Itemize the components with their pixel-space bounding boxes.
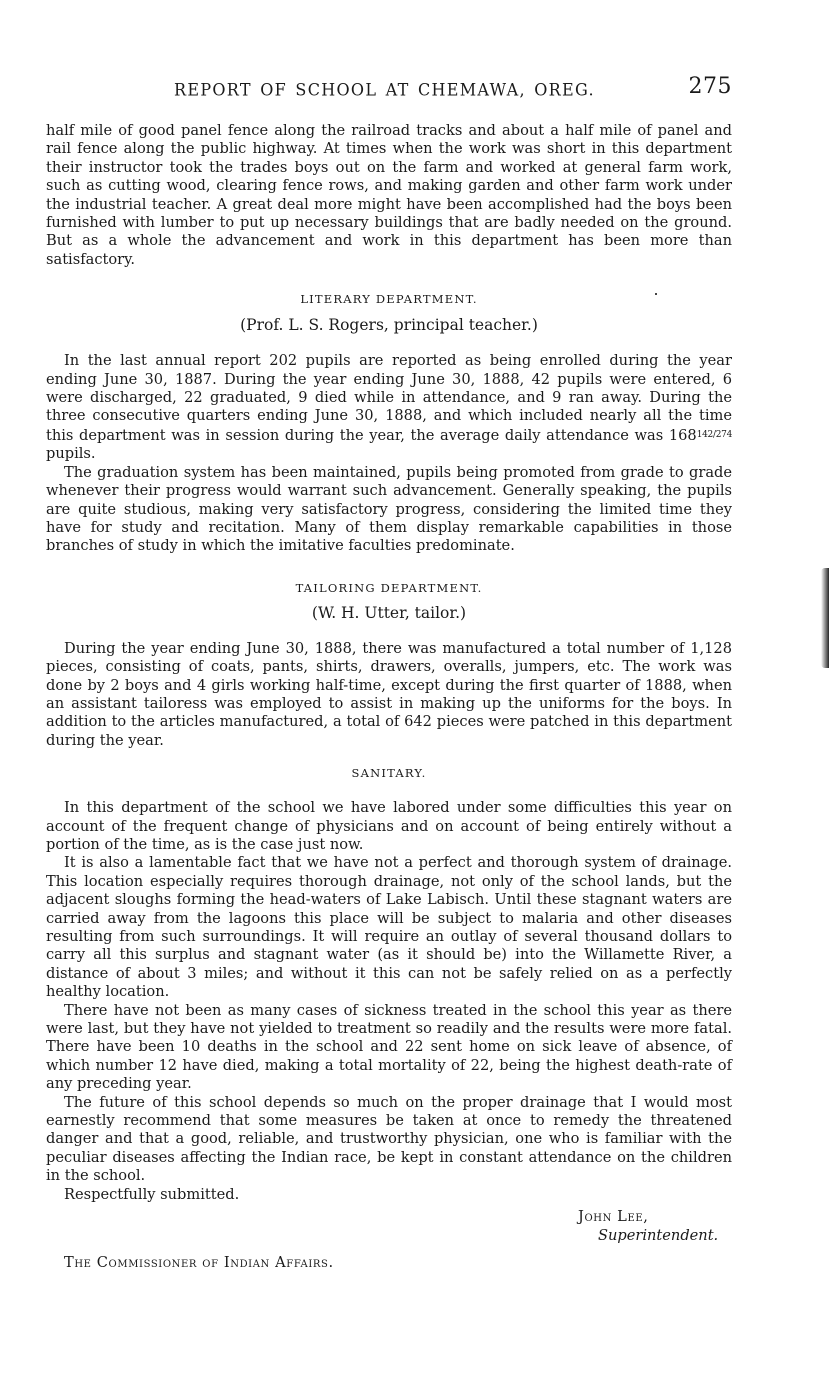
literary-paragraph-1-text: In the last annual report 202 pupils are reported as being enrolled during the year ending June 30, 1887. During the year ending June 30, 1888, 42 pupils were entered, 6 were discharged, 22 graduated, 9 died while in attendance, and 9 ran away. During the three consecutive quarters ending June 30, 1888, and which included nearly all the time this department was in session during the year, the average daily attendance was 168 (46, 352, 732, 444)
signature-block (46, 1208, 732, 1250)
literary-subheading: (Prof. L. S. Rogers, principal teacher.) (240, 316, 538, 335)
intro-paragraph: half mile of good panel fence along the railroad tracks and about a half mile of panel and rail fence along the public highway. At times when the work was short in this department their instructor took the trades boys out on the farm and worked at general farm work, such as cutting wood, clearing fence rows, and making garden and other farm work under the industrial teacher. A great deal more might have been accomplished had the boys been furnished with lumber to put up necessary buildings that are badly needed on the ground. But as a whole the advancement and work in this department has been more than satisfactory. (46, 122, 732, 268)
literary-paragraph-2: The graduation system has been maintained, pupils being promoted from grade to grade whenever their progress would warrant such advancement. Generally speaking, the pupils are quite studious, making very satisfactory progress, considering the limited time they have for study and recitation. Many of them display remarkable capabilities in those branches of study in which the imitative faculties predominate. (46, 463, 732, 555)
tailoring-heading: TAILORING DEPARTMENT. (295, 580, 483, 595)
sanitary-paragraph-1: In this department of the school we have labored under some difficulties this year on account of the frequent change of physicians and on account of being entirely without a portion of the time, as is the case just now. (46, 799, 732, 853)
page-number: 275 (688, 74, 732, 99)
literary-paragraph-1 (46, 352, 732, 463)
sanitary-paragraph-2: It is also a lamentable fact that we have not a perfect and thorough system of drainage. This location especially requires thorough drainage, not only of the school lands, but the adjacent sloughs forming the head-waters of Lake Labisch. Until these stagnant waters are carried away from the lagoons this place will be subject to malaria and other diseases resulting from such surroundings. It will require an outlay of several thousand dollars to carry all this surplus and stagnant water (as it should be) into the Willamette River, a distance of about 3 miles; and without it this can not be safely relied on as a perfectly healthy location. (46, 854, 732, 1001)
addressee: The Commissioner of Indian Affairs. (64, 1254, 334, 1272)
sanitary-heading: SANITARY. (351, 766, 427, 781)
tailoring-subheading: (W. H. Utter, tailor.) (311, 603, 467, 622)
print-speck (655, 293, 657, 295)
closing-line: Respectfully submitted. (64, 1185, 240, 1203)
signatory-title: Superintendent. (598, 1227, 719, 1245)
attendance-fraction: 142/274 (696, 429, 732, 440)
sanitary-paragraph-4: The future of this school depends so much on the proper drainage that I would most earnestly recommend that some measures be taken at once to remedy the threatened danger and that a good, reliable, and trustworthy physician, one who is familiar with the peculiar diseases affecting the Indian race, be kept in constant attendance on the children in the school. (46, 1093, 732, 1185)
sanitary-paragraph-3: There have not been as many cases of sickness treated in the school this year as there were last, but they have not yielded to treatment so readily and the results were more fatal. There have been 10 deaths in the school and 22 sent home on sick leave of absence, of which number 12 have died, making a total mortality of 22, being the highest death-rate of any preceding year. (46, 1001, 732, 1093)
literary-paragraph-1-end: pupils. (46, 445, 96, 463)
document-page (46, 74, 732, 1271)
running-head (46, 74, 732, 106)
page-edge-shadow (821, 568, 829, 668)
literary-heading: LITERARY DEPARTMENT. (300, 292, 478, 307)
running-title: REPORT OF SCHOOL AT CHEMAWA, OREG. (174, 79, 595, 100)
signatory-name: John Lee, (578, 1208, 649, 1226)
tailoring-paragraph-1: During the year ending June 30, 1888, there was manufactured a total number of 1,128 pieces, consisting of coats, pants, shirts, drawers, overalls, jumpers, etc. The work was done by 2 boys and 4 girls working half-time, except during the first quarter of 1888, when an assistant tailoress was employed to assist in making up the uniforms for the boys. In addition to the articles manufactured, a total of 642 pieces were patched in this department during the year. (46, 639, 732, 749)
